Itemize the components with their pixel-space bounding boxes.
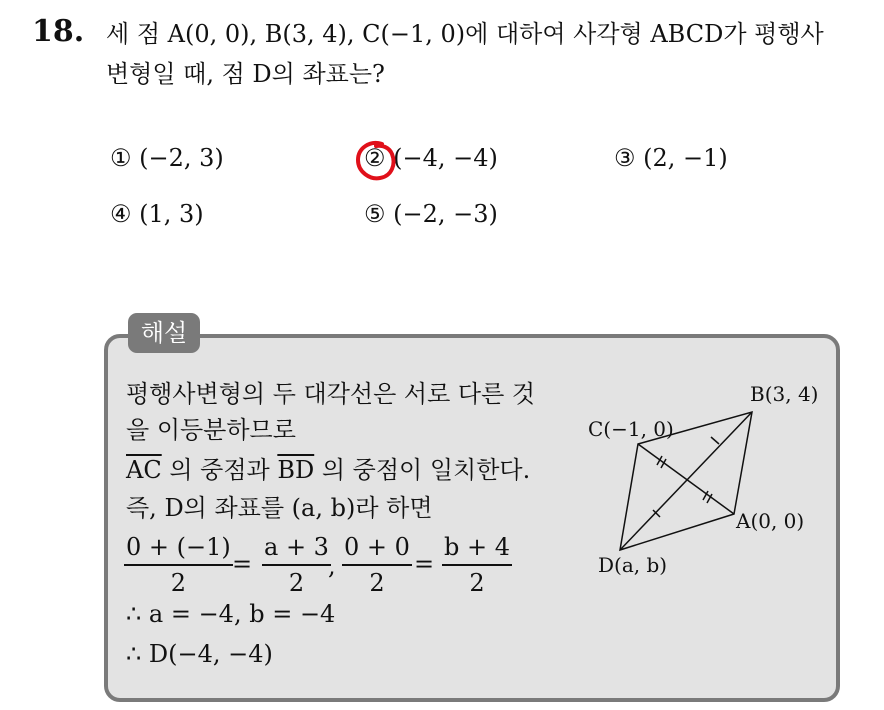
solution-line4: 즉, D의 좌표를 (a, b)라 하면 xyxy=(126,494,433,522)
label-point-c: C(−1, 0) xyxy=(588,417,674,441)
fraction-2 xyxy=(262,530,331,600)
label-point-b: B(3, 4) xyxy=(750,382,819,406)
fraction-1-den: 2 xyxy=(170,569,187,597)
fraction-4-den: 2 xyxy=(469,569,485,597)
segment-ac: $\overline{AC}$ xyxy=(126,456,162,484)
choice-4[interactable]: ④ (1, 3) xyxy=(110,200,204,228)
solution-line3 xyxy=(126,450,530,485)
fraction-2-num: a + 3 xyxy=(262,530,331,566)
fraction-2-den: 2 xyxy=(288,569,305,597)
answer-circle-mark xyxy=(352,136,400,184)
fraction-3-den: 2 xyxy=(369,569,385,597)
segment-bd: $\overline{BD}$ xyxy=(277,456,315,484)
label-point-a: A(0, 0) xyxy=(736,509,805,533)
choice-1[interactable]: ① (−2, 3) xyxy=(110,144,224,172)
fraction-1 xyxy=(124,530,233,600)
solution-line3-part2: 의 중점과 xyxy=(161,456,278,484)
tick-mark xyxy=(711,437,719,444)
solution-result1: ∴ a = −4, b = −4 xyxy=(126,600,336,628)
question-text-line2: 변형일 때, 점 D의 좌표는? xyxy=(106,60,385,88)
question-number: 18. xyxy=(32,14,85,49)
choice-5[interactable]: ⑤ (−2, −3) xyxy=(364,200,498,228)
solution-line1: 평행사변형의 두 대각선은 서로 다른 것 xyxy=(126,380,536,408)
solution-tab: 해설 xyxy=(128,313,200,353)
equals-sign-1: = xyxy=(232,550,253,578)
parallelogram-diagram xyxy=(580,376,830,586)
equals-sign-2: = xyxy=(414,550,435,578)
choice-2[interactable]: ② (−4, −4) xyxy=(364,144,498,172)
solution-line2: 을 이등분하므로 xyxy=(126,416,296,444)
comma-separator: , xyxy=(328,552,336,580)
fraction-1-num: 0 + (−1) xyxy=(124,530,233,566)
label-point-d: D(a, b) xyxy=(598,553,668,577)
solution-result2: ∴ D(−4, −4) xyxy=(126,640,273,668)
question-text-line1: 세 점 A(0, 0), B(3, 4), C(−1, 0)에 대하여 사각형 ABCD가 평행사 xyxy=(106,20,824,48)
diagonal-ac xyxy=(638,444,734,514)
fraction-3 xyxy=(342,530,412,600)
fraction-4 xyxy=(442,530,512,600)
fraction-4-num: b + 4 xyxy=(442,530,512,566)
solution-line3-part4: 의 중점이 일치한다. xyxy=(314,456,531,484)
fraction-3-num: 0 + 0 xyxy=(342,530,412,566)
choice-3[interactable]: ③ (2, −1) xyxy=(614,144,728,172)
